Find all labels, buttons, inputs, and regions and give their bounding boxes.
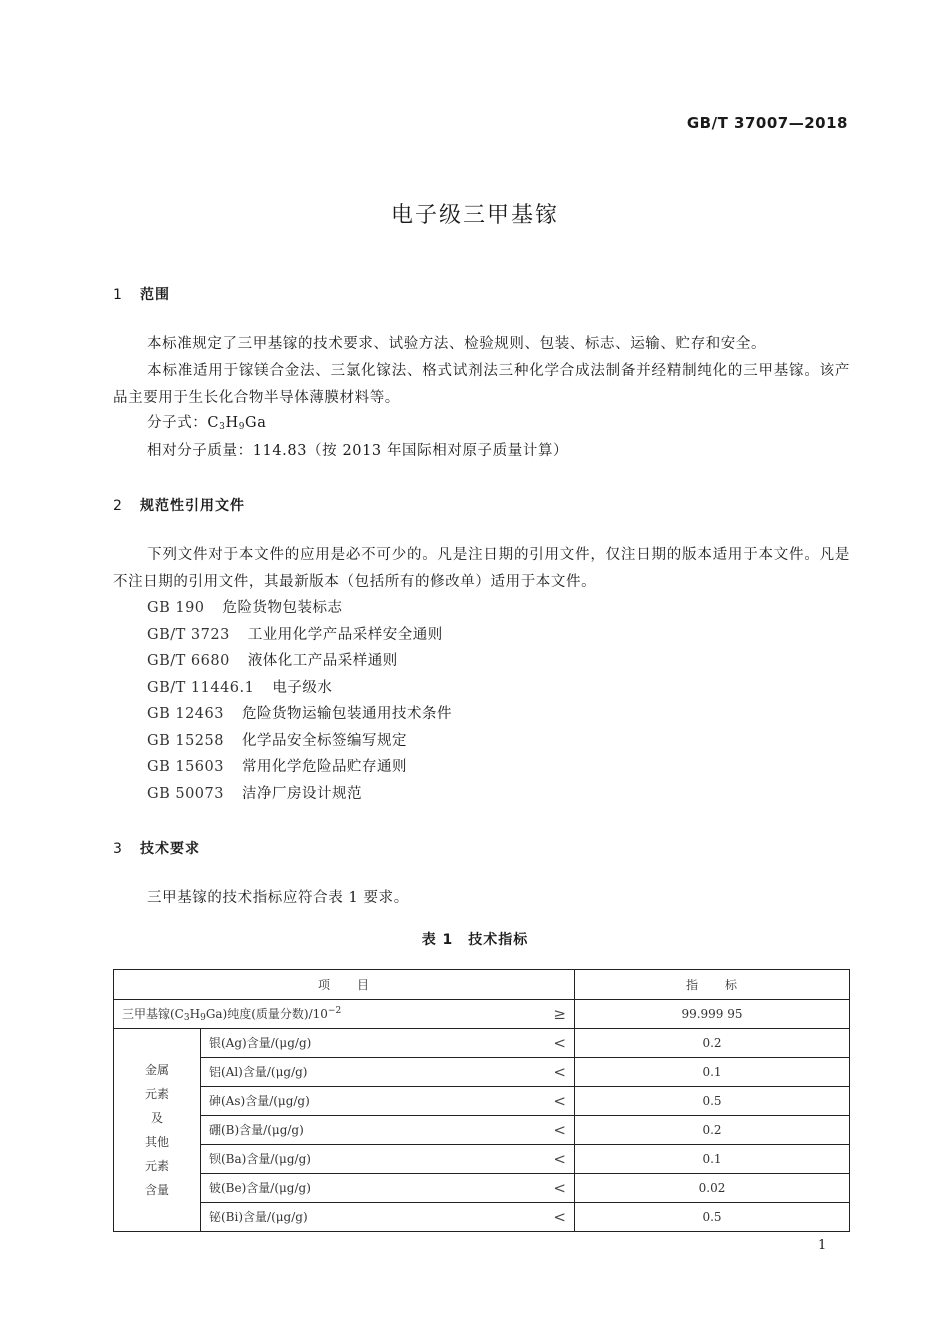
table-row [114, 1058, 850, 1087]
item-label: 铋(Bi)含量/(μg/g) [209, 1210, 308, 1224]
group-label [114, 1029, 201, 1232]
purity-exponent: −2 [327, 1006, 342, 1016]
table-row [114, 1174, 850, 1203]
column-header-value: 指 标 [575, 970, 850, 1000]
column-header-item: 项 目 [114, 970, 575, 1000]
item-cell [201, 1058, 575, 1087]
group-label-line: 其他 [144, 1135, 169, 1149]
group-label-line: 元素 [144, 1087, 169, 1101]
table-row [114, 1116, 850, 1145]
comparator-symbol: < [553, 1063, 566, 1081]
purity-sub-c: 3 [183, 1013, 190, 1023]
reference-title: 洁净厂房设计规范 [241, 786, 362, 802]
table-row-purity [114, 1000, 850, 1029]
tech-requirements-paragraph: 三甲基镓的技术指标应符合表 1 要求。 [147, 890, 409, 906]
paragraph-text: 本标准规定了三甲基镓的技术要求、试验方法、检验规则、包装、标志、运输、贮存和安全。 [147, 336, 767, 352]
reference-code: GB/T 3723 [147, 627, 230, 643]
comparator-symbol: ≥ [553, 1005, 566, 1023]
item-cell [201, 1145, 575, 1174]
table-row [114, 1029, 850, 1058]
reference-title: 液体化工产品采样通则 [247, 653, 398, 669]
group-label-line: 金属 [144, 1063, 169, 1077]
table-row [114, 1145, 850, 1174]
purity-value: 99.999 95 [575, 1000, 850, 1029]
reference-code: GB 15603 [147, 759, 224, 775]
paragraph-text: 下列文件对于本文件的应用是必不可少的。凡是注日期的引用文件，仅注日期的版本适用于本文件。凡是不注日期的引用文件，其最新版本（包括所有的修改单）适用于本文件。 [113, 547, 850, 590]
scope-paragraph-2 [113, 358, 850, 411]
reference-item [147, 755, 407, 776]
reference-item [147, 623, 443, 644]
reference-title: 电子级水 [272, 680, 333, 696]
formula-c: C [207, 415, 220, 431]
item-label: 银(Ag)含量/(μg/g) [209, 1036, 312, 1050]
page-number: 1 [818, 1238, 827, 1253]
comparator-symbol: < [553, 1121, 566, 1139]
scope-paragraph-1 [113, 331, 850, 358]
reference-item [147, 702, 452, 723]
comparator-symbol: < [553, 1208, 566, 1226]
reference-code: GB/T 6680 [147, 653, 230, 669]
section-title: 规范性引用文件 [140, 498, 245, 514]
reference-code: GB 12463 [147, 706, 224, 722]
molecular-formula [147, 411, 266, 432]
formula-ga: Ga [245, 415, 267, 431]
reference-code: GB 15258 [147, 733, 224, 749]
section-number: 1 [113, 287, 123, 303]
document-title: 电子级三甲基镓 [390, 203, 559, 228]
reference-title: 危险货物包装标志 [222, 600, 343, 616]
formula-h-sub: 9 [238, 422, 246, 432]
value-cell: 0.2 [575, 1116, 850, 1145]
value-cell: 0.1 [575, 1058, 850, 1087]
value-cell: 0.5 [575, 1203, 850, 1232]
reference-title: 常用化学危险品贮存通则 [241, 759, 407, 775]
group-label-line: 含量 [144, 1183, 169, 1197]
reference-code: GB/T 11446.1 [147, 680, 255, 696]
item-cell [201, 1116, 575, 1145]
table-row [114, 1203, 850, 1232]
section-2-heading [113, 495, 245, 515]
table-caption: 表 1 技术指标 [421, 932, 529, 948]
reference-item [147, 782, 362, 803]
section-3-heading [113, 838, 200, 858]
item-label: 铝(Al)含量/(μg/g) [209, 1065, 308, 1079]
reference-code: GB 50073 [147, 786, 224, 802]
references-paragraph [113, 542, 850, 595]
reference-code: GB 190 [147, 600, 205, 616]
comparator-symbol: < [553, 1034, 566, 1052]
purity-sub-h: 9 [200, 1013, 206, 1023]
reference-title: 工业用化学产品采样安全通则 [247, 627, 443, 643]
purity-label-pre: 三甲基镓(C [122, 1007, 184, 1021]
purity-label-post: Ga)纯度(质量分数)/10 [205, 1007, 328, 1021]
section-title: 范围 [140, 287, 170, 303]
item-label: 钡(Ba)含量/(μg/g) [209, 1152, 311, 1166]
value-cell: 0.02 [575, 1174, 850, 1203]
formula-h: H [225, 415, 239, 431]
reference-item [147, 596, 343, 617]
value-cell: 0.1 [575, 1145, 850, 1174]
purity-item [114, 1000, 575, 1029]
value-cell: 0.2 [575, 1029, 850, 1058]
section-1-heading [113, 284, 170, 304]
standard-id: GB/T 37007—2018 [686, 114, 848, 132]
item-label: 砷(As)含量/(μg/g) [209, 1094, 310, 1108]
comparator-symbol: < [553, 1179, 566, 1197]
item-cell [201, 1087, 575, 1116]
formula-c-sub: 3 [219, 422, 226, 432]
value-cell: 0.5 [575, 1087, 850, 1116]
table-header-row [114, 970, 850, 1000]
group-label-line: 及 [150, 1111, 163, 1125]
item-cell [201, 1029, 575, 1058]
reference-item [147, 676, 332, 697]
reference-item [147, 649, 398, 670]
formula-label: 分子式： [147, 415, 208, 431]
section-number: 2 [113, 498, 123, 514]
reference-title: 危险货物运输包装通用技术条件 [241, 706, 452, 722]
paragraph-text: 本标准适用于镓镁合金法、三氯化镓法、格式试剂法三种化学合成法制备并经精制纯化的三甲基镓。该产品主要用于生长化合物半导体薄膜材料等。 [113, 363, 850, 406]
reference-title: 化学品安全标签编写规定 [241, 733, 407, 749]
comparator-symbol: < [553, 1092, 566, 1110]
table-row [114, 1087, 850, 1116]
item-label: 硼(B)含量/(μg/g) [209, 1123, 304, 1137]
section-title: 技术要求 [140, 841, 200, 857]
purity-label-mid: H [189, 1007, 201, 1021]
molecular-mass: 相对分子质量：114.83（按 2013 年国际相对原子质量计算） [147, 443, 569, 459]
reference-item [147, 729, 407, 750]
item-cell [201, 1203, 575, 1232]
item-label: 铍(Be)含量/(μg/g) [209, 1181, 311, 1195]
comparator-symbol: < [553, 1150, 566, 1168]
section-number: 3 [113, 841, 123, 857]
group-label-line: 元素 [144, 1159, 169, 1173]
item-cell [201, 1174, 575, 1203]
spec-table [113, 969, 850, 1232]
